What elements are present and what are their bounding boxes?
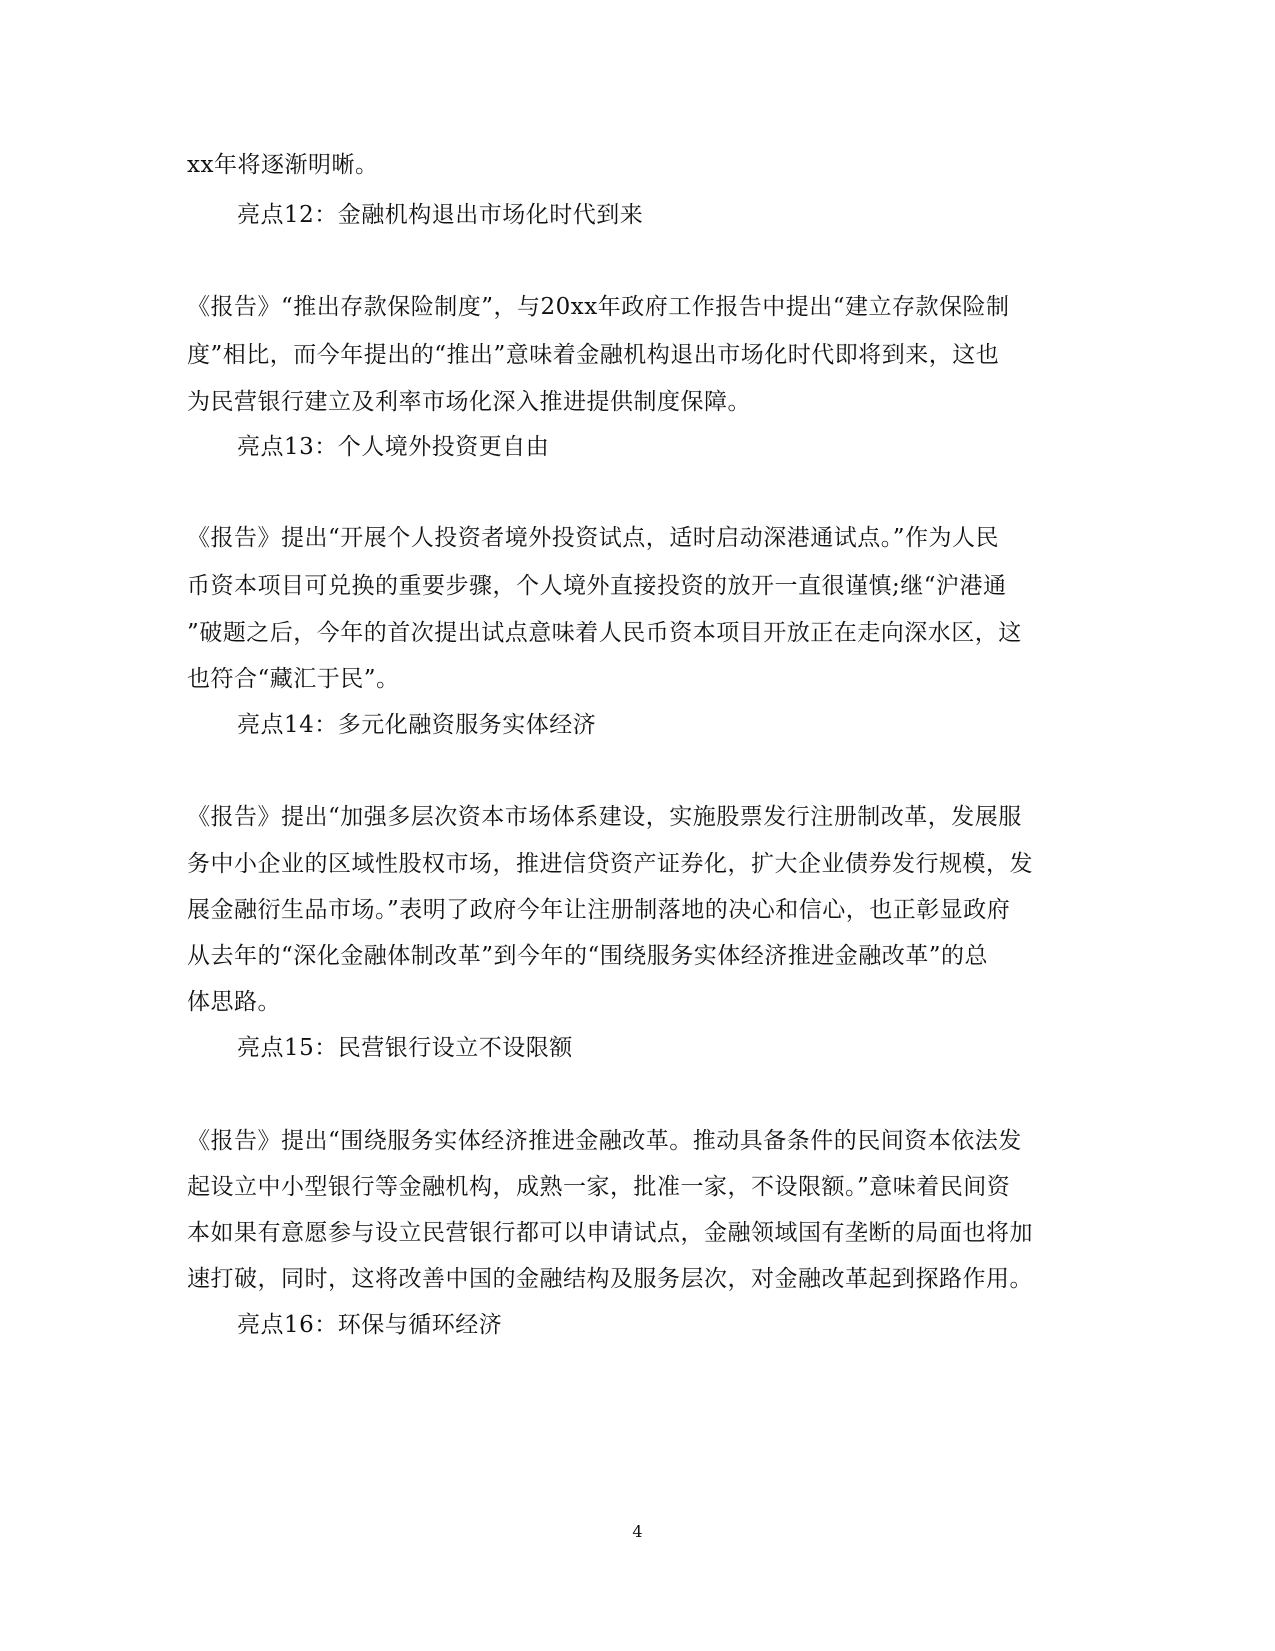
body-text-line: 也符合“藏汇于民”。 [187,666,400,692]
body-text-line: 《报告》提出“加强多层次资本市场体系建设，实施股票发行注册制改革，发展服 [187,804,1022,830]
page-number: 4 [632,1522,643,1541]
body-text-line: 展金融衍生品市场。”表明了政府今年让注册制落地的决心和信心，也正彰显政府 [187,897,1011,923]
body-text-line: 《报告》提出“开展个人投资者境外投资试点，适时启动深港通试点。”作为人民 [187,525,1000,551]
section-heading-14: 亮点14：多元化融资服务实体经济 [237,712,597,738]
body-text-line: 务中小企业的区域性股权市场，推进信贷资产证券化，扩大企业债券发行规模，发 [187,851,1033,877]
body-text-line: 本如果有意愿参与设立民营银行都可以申请试点，金融领域国有垄断的局面也将加 [187,1220,1033,1246]
body-text-line: ”破题之后，今年的首次提出试点意味着人民币资本项目开放正在走向深水区，这 [187,620,1022,646]
section-heading-13: 亮点13：个人境外投资更自由 [237,434,550,460]
section-heading-12: 亮点12：金融机构退出市场化时代到来 [237,202,644,228]
section-heading-16: 亮点16：环保与循环经济 [237,1312,503,1338]
body-text-line: 速打破，同时，这将改善中国的金融结构及服务层次，对金融改革起到探路作用。 [187,1266,1033,1292]
section-heading-15: 亮点15：民营银行设立不设限额 [237,1035,573,1061]
body-text-line: 体思路。 [187,989,281,1015]
body-text-line: 从去年的“深化金融体制改革”到今年的“围绕服务实体经济推进金融改革”的总 [187,943,989,969]
body-text-line: xx年将逐渐明晰。 [187,152,379,178]
body-text-line: 《报告》提出“围绕服务实体经济推进金融改革。推动具备条件的民间资本依法发 [187,1128,1022,1154]
body-text-line: 币资本项目可兑换的重要步骤，个人境外直接投资的放开一直很谨慎;继“沪港通 [187,573,1007,599]
body-text-line: 度”相比，而今年提出的“推出”意味着金融机构退出市场化时代即将到来，这也 [187,342,1000,368]
body-text-line: 起设立中小型银行等金融机构，成熟一家，批准一家，不设限额。”意味着民间资 [187,1174,1011,1200]
body-text-line: 为民营银行建立及利率市场化深入推进提供制度保障。 [187,389,751,415]
body-text-line: 《报告》“推出存款保险制度”，与20xx年政府工作报告中提出“建立存款保险制 [187,294,1010,320]
